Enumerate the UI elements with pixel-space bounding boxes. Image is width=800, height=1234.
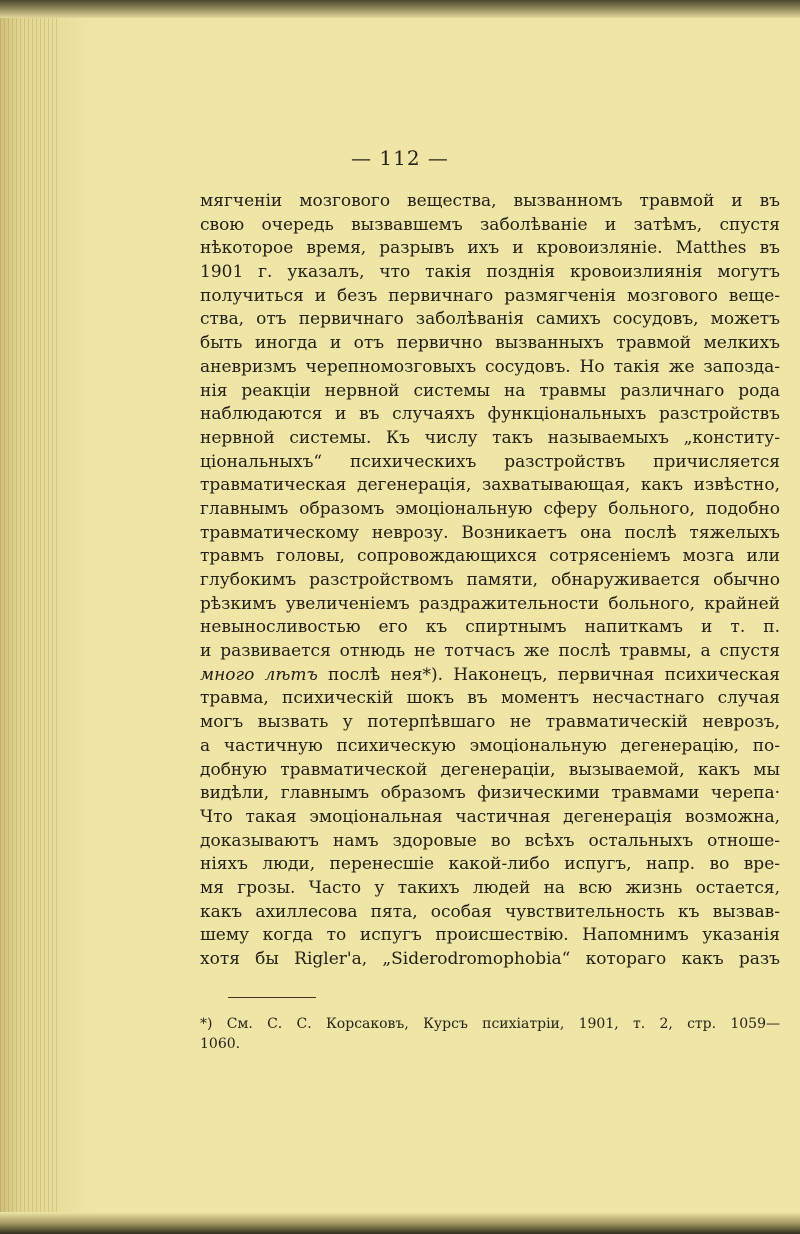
text-line: рѣзкимъ увеличеніемъ раздражительности больного, крайней: [200, 593, 780, 614]
text-line: могъ вызвать у потерпѣвшаго не травматическій неврозъ,: [200, 712, 780, 733]
footnote: [200, 1014, 780, 1054]
text-line-with-italic: [200, 664, 780, 688]
text-line: и развивается отнюдь не тотчасъ же послѣ травмы, а спустя: [200, 641, 780, 662]
footnote-line: 1060.: [200, 1036, 241, 1052]
footnote-line: *) См. С. С. Корсаковъ, Курсъ психіатріи, 1901, т. 2, стр. 1059—: [200, 1016, 780, 1032]
text-line: травматическая дегенерація, захватывающая, какъ извѣстно,: [200, 475, 780, 496]
text-line: добную травматической дегенераціи, вызываемой, какъ мы: [200, 759, 780, 780]
text-line: нервной системы. Къ числу такъ называемыхъ „конститу-: [200, 427, 780, 448]
text-line: шему когда то испугъ происшествію. Напомнимъ указанія: [200, 925, 780, 946]
top-binding-shadow: [0, 0, 800, 18]
italic-phrase: много лѣтъ: [200, 664, 318, 685]
text-line: наблюдаются и въ случаяхъ функціональныхъ разстройствъ: [200, 404, 780, 425]
text-line: глубокимъ разстройствомъ памяти, обнаруживается обычно: [200, 570, 780, 590]
text-line: ніяхъ люди, перенесшіе какой-либо испугъ, напр. во вре-: [200, 854, 780, 875]
text-line: мягченіи мозгового вещества, вызванномъ травмой и въ: [200, 191, 780, 211]
text-line: ства, отъ первичнаго заболѣванія самихъ сосудовъ, можетъ: [200, 309, 780, 330]
text-line: невыносливостью его къ спиртнымъ напиткамъ и т. п.: [200, 617, 780, 638]
main-text: [200, 190, 780, 972]
page-number: — 112 —: [351, 146, 449, 170]
text-line: 1901 г. указалъ, что такія позднія кровоизлиянія могутъ: [200, 262, 780, 283]
footnote-divider: [228, 997, 316, 998]
text-line: видѣли, главнымъ образомъ физическими травмами черепа·: [200, 783, 780, 804]
text-line: Что такая эмоціональная частичная дегенерація возможна,: [200, 806, 780, 827]
text-line: доказываютъ намъ здоровые во всѣхъ остальныхъ отноше-: [200, 830, 780, 851]
text-line: ціональныхъ“ психическихъ разстройствъ причисляется: [200, 451, 780, 472]
text-line: быть иногда и отъ первично вызванныхъ травмой мелкихъ: [200, 333, 780, 354]
text-fragment: послѣ нея*). Наконецъ, первичная психическая: [317, 664, 780, 685]
text-line: травматическому неврозу. Возникаетъ она послѣ тяжелыхъ: [200, 522, 780, 543]
text-line: главнымъ образомъ эмоціональную сферу больного, подобно: [200, 498, 780, 519]
text-line: травмъ головы, сопровождающихся сотрясеніемъ мозга или: [200, 546, 780, 567]
page-edges: [0, 0, 95, 1234]
text-line: свою очередь вызвавшемъ заболѣваніе и затѣмъ, спустя: [200, 214, 780, 235]
bottom-binding-shadow: [0, 1212, 800, 1234]
text-line: нія реакціи нервной системы на травмы различнаго рода: [200, 380, 780, 401]
text-line: получиться и безъ первичнаго размягченія мозгового веще-: [200, 285, 780, 306]
text-line: хотя бы Rigler'а, „Siderodromophobia“ котораго какъ разъ: [200, 949, 780, 969]
text-line: нѣкоторое время, разрывъ ихъ и кровоизляніе. Matthes въ: [200, 238, 780, 259]
text-line: мя грозы. Часто у такихъ людей на всю жизнь остается,: [200, 877, 780, 898]
text-line: аневризмъ черепномозговыхъ сосудовъ. Но такія же запозда-: [200, 356, 780, 377]
text-line: а частичную психическую эмоціональную дегенерацію, по-: [200, 735, 780, 756]
text-line: травма, психическій шокъ въ моментъ несчастнаго случая: [200, 688, 780, 709]
text-line: какъ ахиллесова пята, особая чувствительность къ вызвав-: [200, 901, 780, 922]
